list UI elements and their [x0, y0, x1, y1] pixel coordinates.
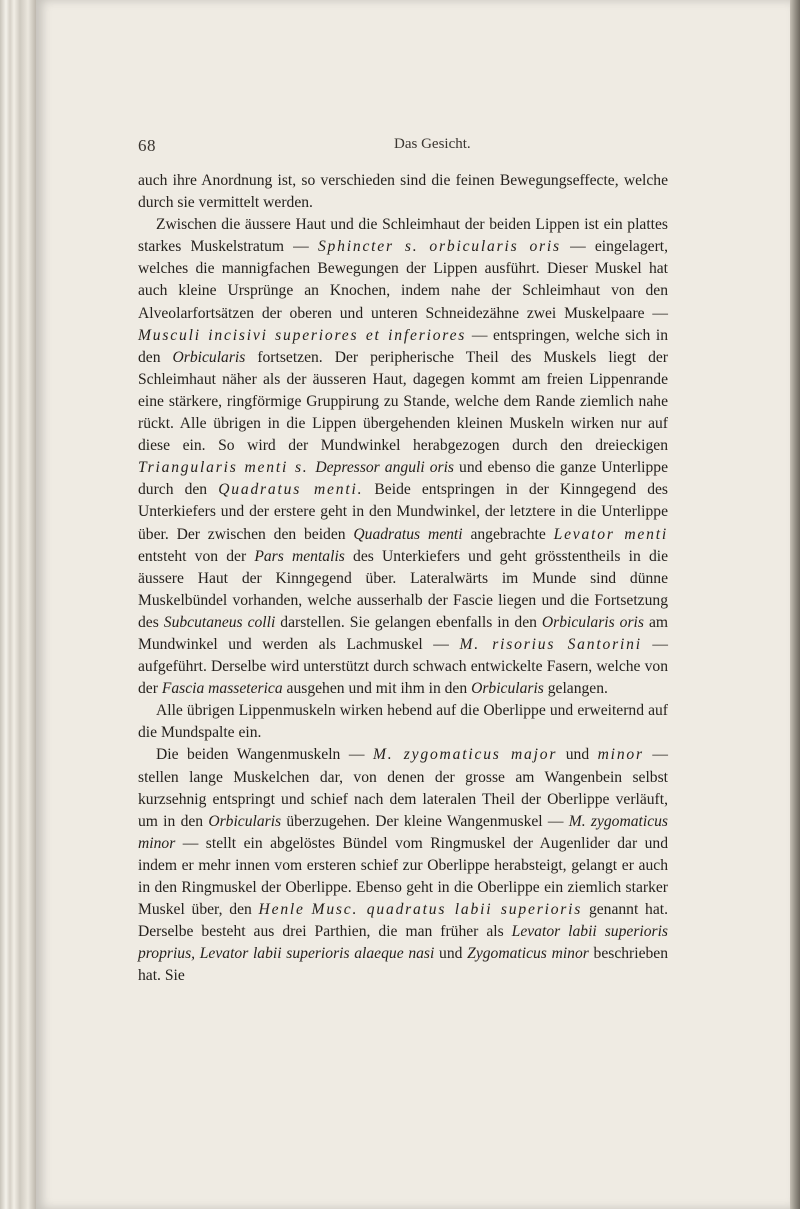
text-run: darstellen. Sie gelangen ebenfalls in den	[275, 613, 542, 631]
text-run: und	[434, 945, 468, 963]
text-run	[305, 901, 312, 918]
spaced-term: Levator menti	[553, 525, 668, 543]
italic-term: Depressor anguli oris	[315, 459, 454, 477]
paragraph	[138, 700, 668, 744]
text-run: Die beiden Wangenmuskeln —	[156, 746, 373, 764]
italic-term: M. zygomaticus minor	[138, 812, 668, 852]
italic-term: Orbicularis oris	[541, 613, 644, 631]
italic-term: Pars mentalis	[254, 547, 345, 565]
text-run: Zwischen die äussere Haut und die Schleimhaut der beiden Lippen ist ein plattes starkes Muskelstratum —	[138, 216, 668, 256]
text-run: gelangen.	[543, 680, 608, 698]
spaced-term: Quadratus menti.	[218, 481, 364, 499]
text-run: überzugehen. Der kleine Wangenmuskel —	[281, 812, 569, 830]
book-spine-gutter	[0, 0, 36, 1209]
text-run: am Mundwinkel und werden als Lachmuskel —	[138, 613, 668, 653]
page-number: 68	[138, 136, 156, 155]
body-text	[138, 170, 668, 987]
spaced-term: M. zygomaticus major	[372, 746, 558, 764]
spaced-term: Henle	[258, 901, 305, 919]
text-run: Beide entspringen in der Kinngegend des Unterkiefers und der erstere geht in den Mundwinkel, der letztere in die Unterlippe über. Der zwischen den beiden	[138, 481, 668, 543]
paragraph	[138, 214, 668, 700]
italic-term: Zygomaticus minor	[467, 945, 589, 963]
text-run: des Unterkiefers und geht grösstentheils in die äussere Haut der Kinngegend über. Lateralwärts im Munde sind dünne Muskelbündel vorhanden, welche ausserhalb der Fascie liegen und die Fortsetzung des	[138, 547, 669, 631]
paragraph	[138, 744, 668, 987]
spaced-term: Sphincter s. orbicularis oris	[317, 238, 561, 256]
text-run: — aufgeführt. Derselbe wird unterstützt durch schwach entwickelte Fasern, welche von der	[138, 635, 668, 698]
text-run: entsteht von der	[138, 547, 255, 565]
text-run: Alle übrigen Lippenmuskeln wirken hebend auf die Oberlippe und erweiternd auf die Mundspalte ein.	[138, 702, 668, 742]
text-run: — stellt ein abgelöstes Bündel vom Ringmuskel der Augenlider dar und indem er mehr innen vom ersteren schief zur Oberlippe herabsteigt, gelangt er auch in den Ringmuskel der Oberlippe. Ebenso geht in die Oberlippe ein ziemlich starker Muskel über, den	[138, 834, 668, 919]
italic-term: Levator labii superioris proprius, Levator labii superioris alaeque nasi	[138, 923, 668, 963]
spaced-term: minor	[597, 746, 644, 764]
italic-term: Quadratus menti	[353, 525, 463, 543]
page-header	[0, 136, 800, 162]
running-head: Das Gesicht.	[394, 136, 471, 152]
italic-term: Orbicularis	[208, 812, 282, 830]
text-run: ausgehen und mit ihm in den	[282, 680, 472, 698]
text-run: — stellen lange Muskelchen dar, von denen der grosse am Wangenbein selbst kurzsehnig entspringt und schief nach dem lateralen Theil der Oberlippe verläuft, um in den	[138, 746, 668, 830]
text-run: genannt hat. Derselbe besteht aus drei Parthien, die man früher als	[138, 901, 669, 941]
text-run: und ebenso die ganze Unterlippe durch den	[138, 459, 668, 499]
spaced-term: Musculi incisivi superiores et inferiores	[138, 326, 467, 344]
text-run: — eingelagert, welches die mannigfachen Bewegungen der Lippen ausführt. Dieser Muskel hat auch kleine Ursprünge an Knochen, indem nahe der Schleimhaut von den Alveolarfortsätzen der oberen und unteren Schneidezähne zwei Muskelpaare —	[138, 238, 668, 322]
italic-term: Subcutaneus colli	[163, 613, 276, 631]
text-run: auch ihre Anordnung ist, so verschieden sind die feinen Bewegungseffecte, welche durch sie vermittelt werden.	[138, 172, 668, 212]
spaced-term: Triangularis menti s.	[138, 459, 316, 477]
spaced-term: M. risorius Santorini	[459, 635, 642, 653]
spaced-term: Musc. quadratus labii superioris	[311, 901, 583, 919]
text-run: beschrieben hat. Sie	[138, 945, 669, 985]
italic-term: Fascia masseterica	[161, 680, 283, 698]
paragraph	[138, 170, 668, 214]
text-run: und	[557, 746, 598, 764]
text-run: angebrachte	[462, 525, 554, 543]
text-run: fortsetzen. Der peripherische Theil des Muskels liegt der Schleimhaut näher als der äusseren Haut, dagegen kommt am freien Lippenrande eine stärkere, ringförmige Gruppirung zu Stande, welche dem Rande ziemlich nahe rückt. Alle übrigen in die Lippen übergehenden kleinen Muskeln wirken nur auf diese ein. So wird der Mundwinkel herabgezogen durch den dreieckigen	[138, 348, 668, 455]
page-edge-shadow	[790, 0, 800, 1209]
italic-term: Orbicularis	[172, 348, 246, 366]
italic-term: Orbicularis	[471, 680, 544, 698]
text-run: — entspringen, welche sich in den	[138, 326, 668, 366]
